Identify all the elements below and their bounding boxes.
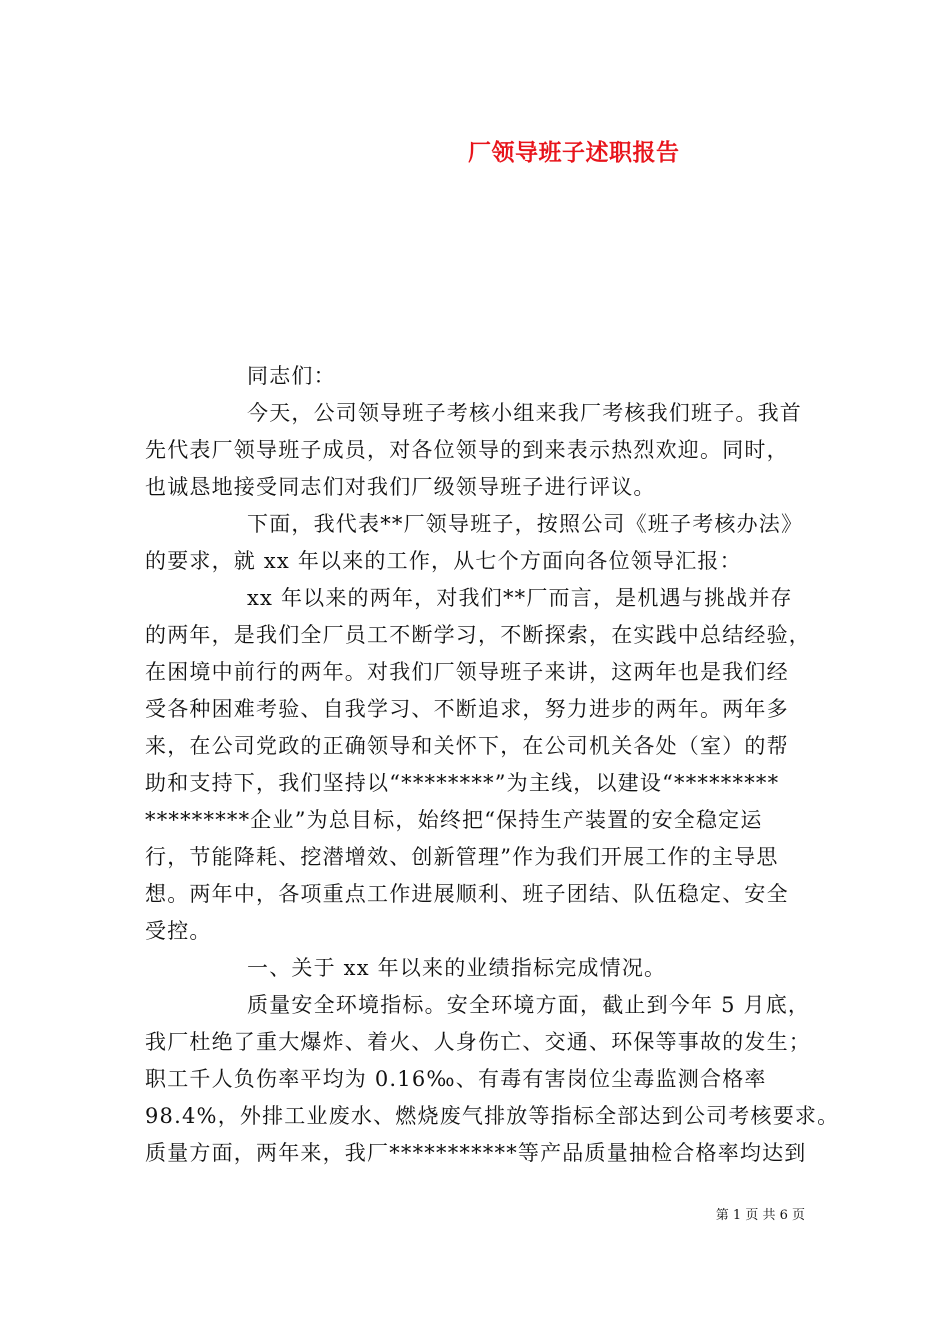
document-title: 厂领导班子述职报告 (468, 139, 680, 166)
text-line: 质量安全环境指标。安全环境方面，截止到今年 5 月底， (247, 993, 811, 1018)
text-line: 助和支持下，我们坚持以“********”为主线，以建设“********* (145, 771, 780, 796)
salutation: 同志们： (247, 363, 336, 388)
text-line: 职工千人负伤率平均为 0.16‰、有毒有害岗位尘毒监测合格率 (145, 1067, 767, 1092)
text-line: 在困境中前行的两年。对我们厂领导班子来讲，这两年也是我们经 (145, 659, 789, 684)
text-line: 来，在公司党政的正确领导和关怀下，在公司机关各处（室）的帮 (145, 733, 789, 758)
text-line: 的两年，是我们全厂员工不断学习，不断探索，在实践中总结经验， (145, 622, 811, 647)
text-line: 质量方面，两年来，我厂***********等产品质量抽检合格率均达到 (145, 1141, 807, 1166)
document-body (145, 358, 840, 1173)
text-line: 98.4%，外排工业废水、燃烧废气排放等指标全部达到公司考核要求。 (145, 1104, 840, 1129)
text-line: 行，节能降耗、挖潜增效、创新管理”作为我们开展工作的主导思 (145, 845, 779, 870)
text-line: 下面，我代表**厂领导班子，按照公司《班子考核办法》 (247, 511, 804, 536)
page-number: 第 1 页 共 6 页 (715, 1208, 805, 1223)
text-line: 今天，公司领导班子考核小组来我厂考核我们班子。我首 (247, 400, 802, 425)
text-line: 的要求，就 xx 年以来的工作，从七个方面向各位领导汇报： (145, 548, 742, 573)
text-line: 也诚恳地接受同志们对我们厂级领导班子进行评议。 (145, 474, 656, 499)
text-line: *********企业”为总目标，始终把“保持生产装置的安全稳定运 (145, 808, 763, 833)
text-line: 先代表厂领导班子成员，对各位领导的到来表示热烈欢迎。同时， (145, 437, 789, 462)
section-heading: 一、关于 xx 年以来的业绩指标完成情况。 (247, 956, 667, 981)
text-line: 受控。 (145, 919, 212, 944)
text-line: 想。两年中，各项重点工作进展顺利、班子团结、队伍稳定、安全 (145, 882, 789, 907)
text-line: xx 年以来的两年，对我们**厂而言，是机遇与挑战并存 (247, 585, 793, 610)
text-line: 受各种困难考验、自我学习、不断追求，努力进步的两年。两年多 (145, 696, 789, 721)
text-line: 我厂杜绝了重大爆炸、着火、人身伤亡、交通、环保等事故的发生； (145, 1030, 811, 1055)
